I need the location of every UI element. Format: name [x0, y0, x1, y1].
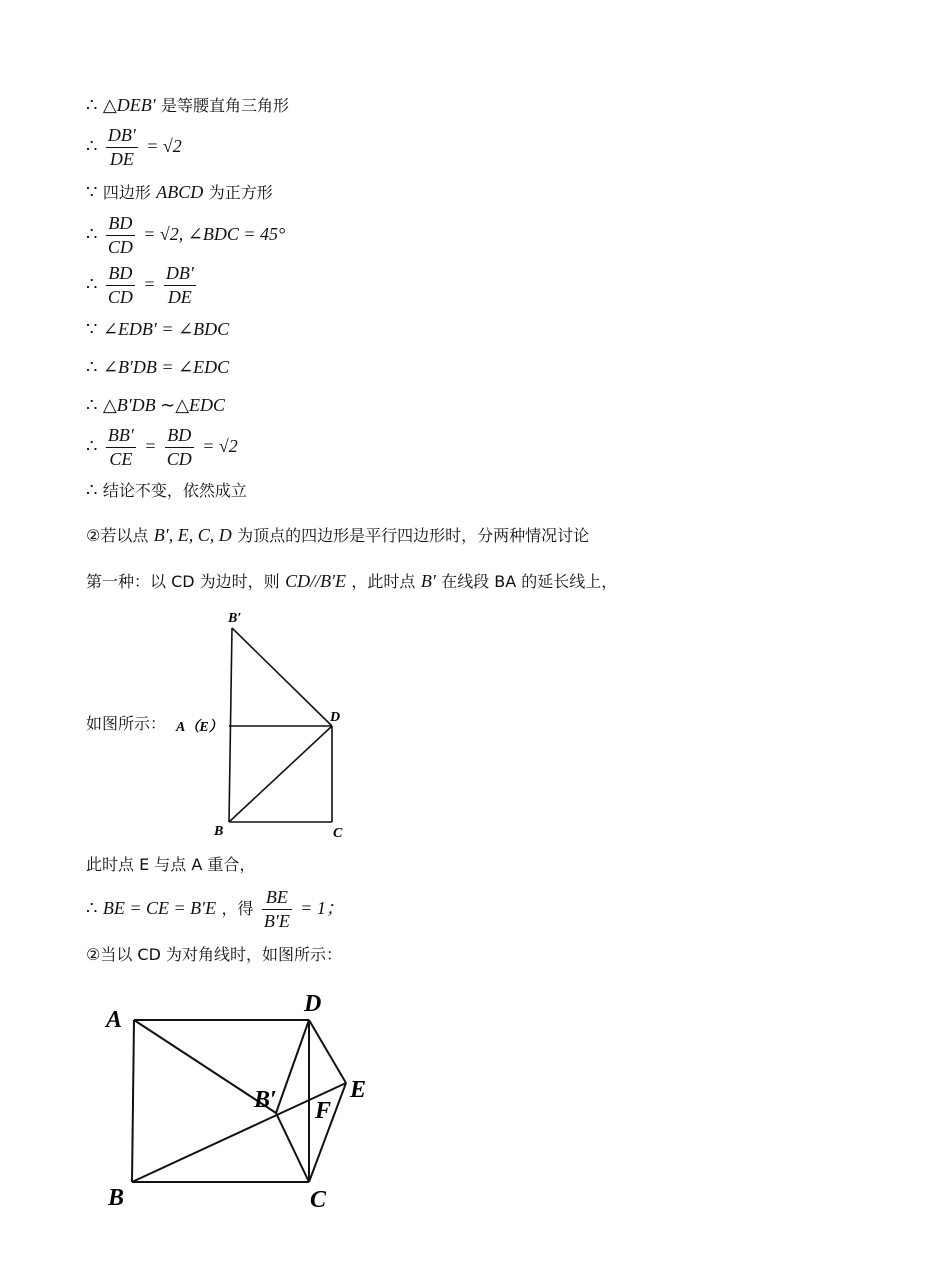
fraction-denominator: DE	[109, 149, 134, 169]
label-b-prime: B′	[228, 611, 242, 626]
label-a-e: A（E）	[176, 720, 223, 735]
step-angle-conclusion	[86, 356, 229, 379]
math-expression: ABCD	[156, 182, 204, 202]
fraction-denominator: CD	[107, 237, 133, 257]
therefore-symbol: ∴	[86, 95, 98, 116]
step-be-ratio	[86, 886, 344, 933]
label-b: B	[108, 1185, 125, 1211]
fraction	[262, 886, 292, 933]
step-conclusion-unchanged	[86, 480, 247, 502]
figure-2-parallelogram-diagram	[90, 985, 390, 1225]
label-d: D	[330, 710, 341, 725]
fraction-denominator: CD	[166, 449, 192, 469]
figure-1-square-diagram	[170, 600, 370, 850]
segment-d-bprime	[276, 1020, 309, 1113]
fraction	[165, 424, 194, 471]
math-expression: = √2	[146, 136, 182, 156]
math-expression: △DEB′	[102, 95, 156, 115]
equals-sign: =	[143, 274, 156, 294]
fraction	[106, 124, 138, 171]
segment-b-d	[229, 726, 332, 822]
fraction	[106, 212, 135, 259]
step-text: 是等腰直角三角形	[161, 96, 290, 115]
therefore-symbol: ∴	[86, 898, 98, 919]
math-expression: BE = CE = B′E	[102, 898, 217, 918]
case-diagonal-intro	[86, 944, 342, 966]
math-expression: B′	[420, 571, 436, 591]
math-expression: = √2	[202, 436, 238, 456]
step-text: 四边形	[102, 183, 151, 202]
segment-a-b	[132, 1020, 134, 1182]
step-text: ，此时点	[351, 572, 416, 591]
segment-bprime-b	[229, 628, 232, 822]
segment-d-e	[309, 1020, 346, 1083]
step-ratio-equality	[86, 262, 199, 309]
step-isosceles-right-triangle	[86, 94, 289, 117]
step-text: 此时点 E 与点 A 重合，	[86, 855, 256, 874]
fraction-denominator: CE	[109, 449, 133, 469]
fraction-numerator: BD	[165, 424, 194, 448]
math-expression: B′, E, C, D	[153, 525, 232, 545]
therefore-symbol: ∴	[86, 357, 98, 378]
fraction	[106, 424, 136, 471]
label-c: C	[333, 826, 343, 841]
step-text: ②当以 CD 为对角线时，如图所示：	[86, 945, 343, 964]
fraction-denominator: CD	[107, 287, 133, 307]
math-expression: ∠EDB′ = ∠BDC	[102, 319, 230, 339]
label-b-prime: B′	[254, 1087, 277, 1113]
fraction-numerator: BD	[106, 212, 135, 236]
fraction-numerator: BE	[262, 886, 292, 910]
step-ratio-db-de	[86, 124, 182, 171]
fraction-numerator: BD	[106, 262, 135, 286]
equals-sign: =	[144, 436, 157, 456]
fraction-numerator: DB′	[106, 124, 138, 148]
therefore-symbol: ∴	[86, 274, 98, 295]
label-f: F	[315, 1098, 332, 1124]
because-symbol: ∵	[86, 182, 98, 203]
therefore-symbol: ∴	[86, 136, 98, 157]
step-similar-triangles	[86, 394, 225, 417]
math-expression: △B′DB ∼△EDC	[102, 395, 226, 415]
step-text: 第一种：以 CD 为边时，则	[86, 572, 280, 591]
because-symbol: ∵	[86, 319, 98, 340]
step-square-premise	[86, 181, 273, 204]
fraction-denominator: B′E	[263, 911, 290, 931]
step-text: 结论不变，依然成立	[102, 481, 247, 500]
case-two-intro	[86, 524, 589, 547]
label-d: D	[304, 991, 322, 1017]
math-expression: = 1；	[300, 898, 344, 918]
fraction	[164, 262, 196, 309]
therefore-symbol: ∴	[86, 480, 98, 501]
therefore-symbol: ∴	[86, 224, 98, 245]
label-e: E	[350, 1077, 367, 1103]
fraction-numerator: DB′	[164, 262, 196, 286]
math-expression: ∠B′DB = ∠EDC	[102, 357, 230, 377]
label-b: B	[214, 824, 224, 839]
step-text: ，得	[221, 899, 254, 918]
label-a: A	[106, 1007, 123, 1033]
therefore-symbol: ∴	[86, 436, 98, 457]
step-text: ②若以点	[86, 526, 149, 545]
fraction	[106, 262, 135, 309]
label-c: C	[310, 1187, 327, 1213]
segment-bprime-c	[276, 1113, 309, 1182]
point-e-coincides	[86, 854, 255, 876]
as-shown-label	[86, 713, 166, 735]
therefore-symbol: ∴	[86, 395, 98, 416]
step-ratio-bb-ce	[86, 424, 238, 471]
step-text: 如图所示：	[86, 714, 167, 733]
step-text: 在线段 BA 的延长线上，	[441, 572, 618, 591]
math-expression: = √2, ∠BDC = 45°	[143, 224, 286, 244]
step-text: 为顶点的四边形是平行四边形时，分两种情况讨论	[237, 526, 590, 545]
step-angle-equality	[86, 318, 229, 341]
fraction-denominator: DE	[167, 287, 192, 307]
math-expression: CD//B′E	[285, 571, 347, 591]
case-one-description	[86, 570, 617, 593]
fraction-numerator: BB′	[106, 424, 136, 448]
step-text: 为正方形	[208, 183, 273, 202]
segment-bprime-d	[232, 628, 332, 726]
step-ratio-bd-cd	[86, 212, 285, 259]
